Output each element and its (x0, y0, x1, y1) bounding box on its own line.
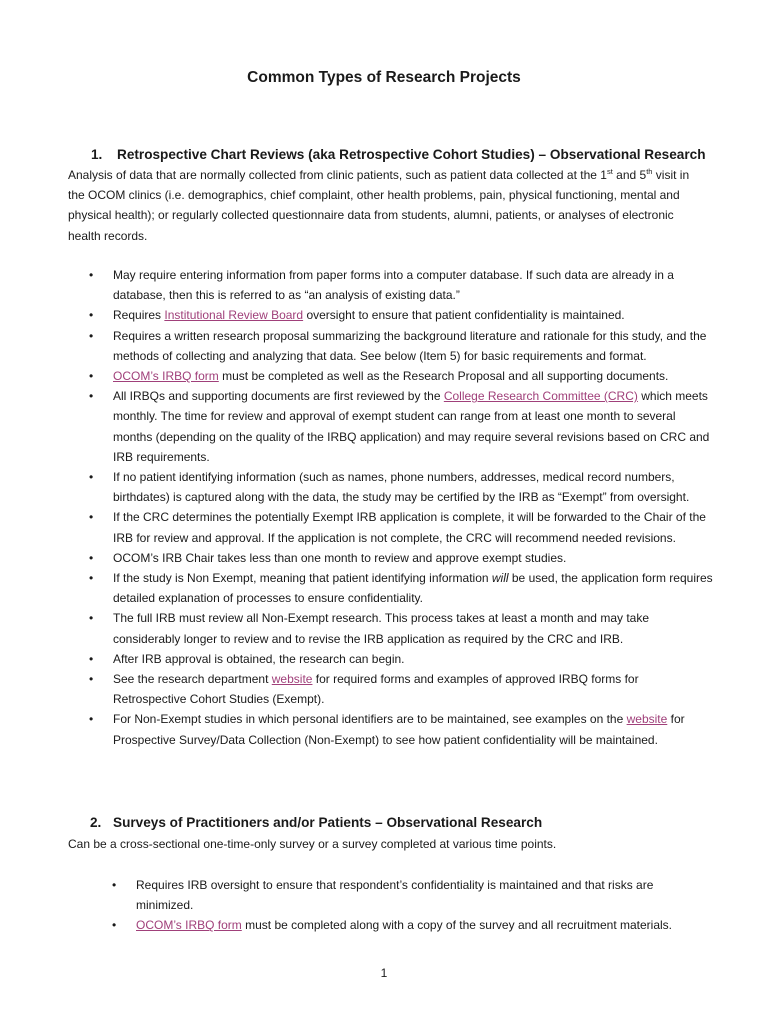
section-2-heading-text: Surveys of Practitioners and/or Patients – Observational Research (113, 815, 543, 830)
section-2-heading (90, 814, 542, 832)
section-1-heading-text: Retrospective Chart Reviews (aka Retrospective Cohort Studies) – Observational Research (117, 147, 706, 162)
website-link[interactable]: website (626, 712, 668, 727)
list-item: • OCOM’s IRBQ form must be completed as well as the Research Proposal and all supporting documents. (89, 369, 669, 384)
list-item: • For Non-Exempt studies in which personal identifiers are to be maintained, see examples on the website for Prospective Survey/Data Collection (Non-Exempt) to see how patient confidentiality will be maintained. (89, 712, 685, 747)
irbq-form-link[interactable]: OCOM’s IRBQ form (136, 918, 242, 933)
section-1-bullet-list (89, 265, 713, 750)
crc-link[interactable]: College Research Committee (CRC) (443, 389, 638, 404)
list-item: • If the CRC determines the potentially Exempt IRB application is complete, it will be forwarded to the Chair of the IRB for review and approval. If the application is not complete, the CRC will recommend needed revisions. (89, 510, 706, 545)
list-item: • OCOM’s IRBQ form must be completed along with a copy of the survey and all recruitment materials. (112, 918, 673, 933)
website-link[interactable]: website (271, 672, 313, 687)
list-item: • The full IRB must review all Non-Exempt research. This process takes at least a month and may take considerably longer to review and to revise the IRB application as required by the CRC and IRB. (89, 611, 650, 646)
section-1-heading (91, 146, 706, 164)
list-item: • All IRBQs and supporting documents are first reviewed by the College Research Committee (CRC) which meets monthly. The time for review and approval of exempt student can range from at least one month to several months (depending on the quality of the IRBQ application) and may require several revisions based on CRC and IRB requirements. (89, 389, 710, 464)
list-item: • Requires a written research proposal summarizing the background literature and rationale for this study, and the methods of collecting and analyzing that data. See below (Item 5) for basic requirements and format. (89, 328, 707, 363)
irb-link[interactable]: Institutional Review Board (164, 308, 304, 323)
list-item: • Requires IRB oversight to ensure that respondent’s confidentiality is maintained and that risks are minimized. (112, 878, 654, 913)
list-item: • After IRB approval is obtained, the research can begin. (89, 651, 405, 666)
section-2-number: 2. (90, 815, 102, 830)
list-item: • May require entering information from paper forms into a computer database. If such data are already in a database, then this is referred to as “an analysis of existing data.” (89, 268, 674, 303)
list-item: • If the study is Non Exempt, meaning that patient identifying information will be used, the application form requires detailed explanation of processes to ensure confidentiality. (89, 571, 713, 606)
section-2-bullet-list (112, 875, 696, 936)
section-2-intro: Can be a cross-sectional one-time-only survey or a survey completed at various time points. (68, 837, 557, 851)
section-1-intro: Analysis of data that are normally collected from clinic patients, such as patient data collected at the 1st and 5th visit in the OCOM clinics (i.e. demographics, chief complaint, other health problems, pain, physical functioning, mental and physical health); or regularly collected questionnaire data from students, alumni, patients, or analyses of electronic health records. (68, 167, 690, 243)
irbq-form-link[interactable]: OCOM’s IRBQ form (113, 369, 219, 384)
section-1-number: 1. (91, 147, 103, 162)
page-title: Common Types of Research Projects (247, 69, 521, 86)
list-item: • If no patient identifying information (such as names, phone numbers, addresses, medical record numbers, birthdates) is captured along with the data, the study may be certified by the IRB as “Exempt” from oversight. (89, 470, 690, 505)
page-number: 1 (380, 966, 388, 980)
list-item: • OCOM’s IRB Chair takes less than one month to review and approve exempt studies. (89, 550, 567, 565)
list-item: • See the research department website for required forms and examples of approved IRBQ forms for Retrospective Cohort Studies (Exempt). (89, 672, 639, 707)
list-item: • Requires Institutional Review Board oversight to ensure that patient confidentiality is maintained. (89, 308, 625, 323)
